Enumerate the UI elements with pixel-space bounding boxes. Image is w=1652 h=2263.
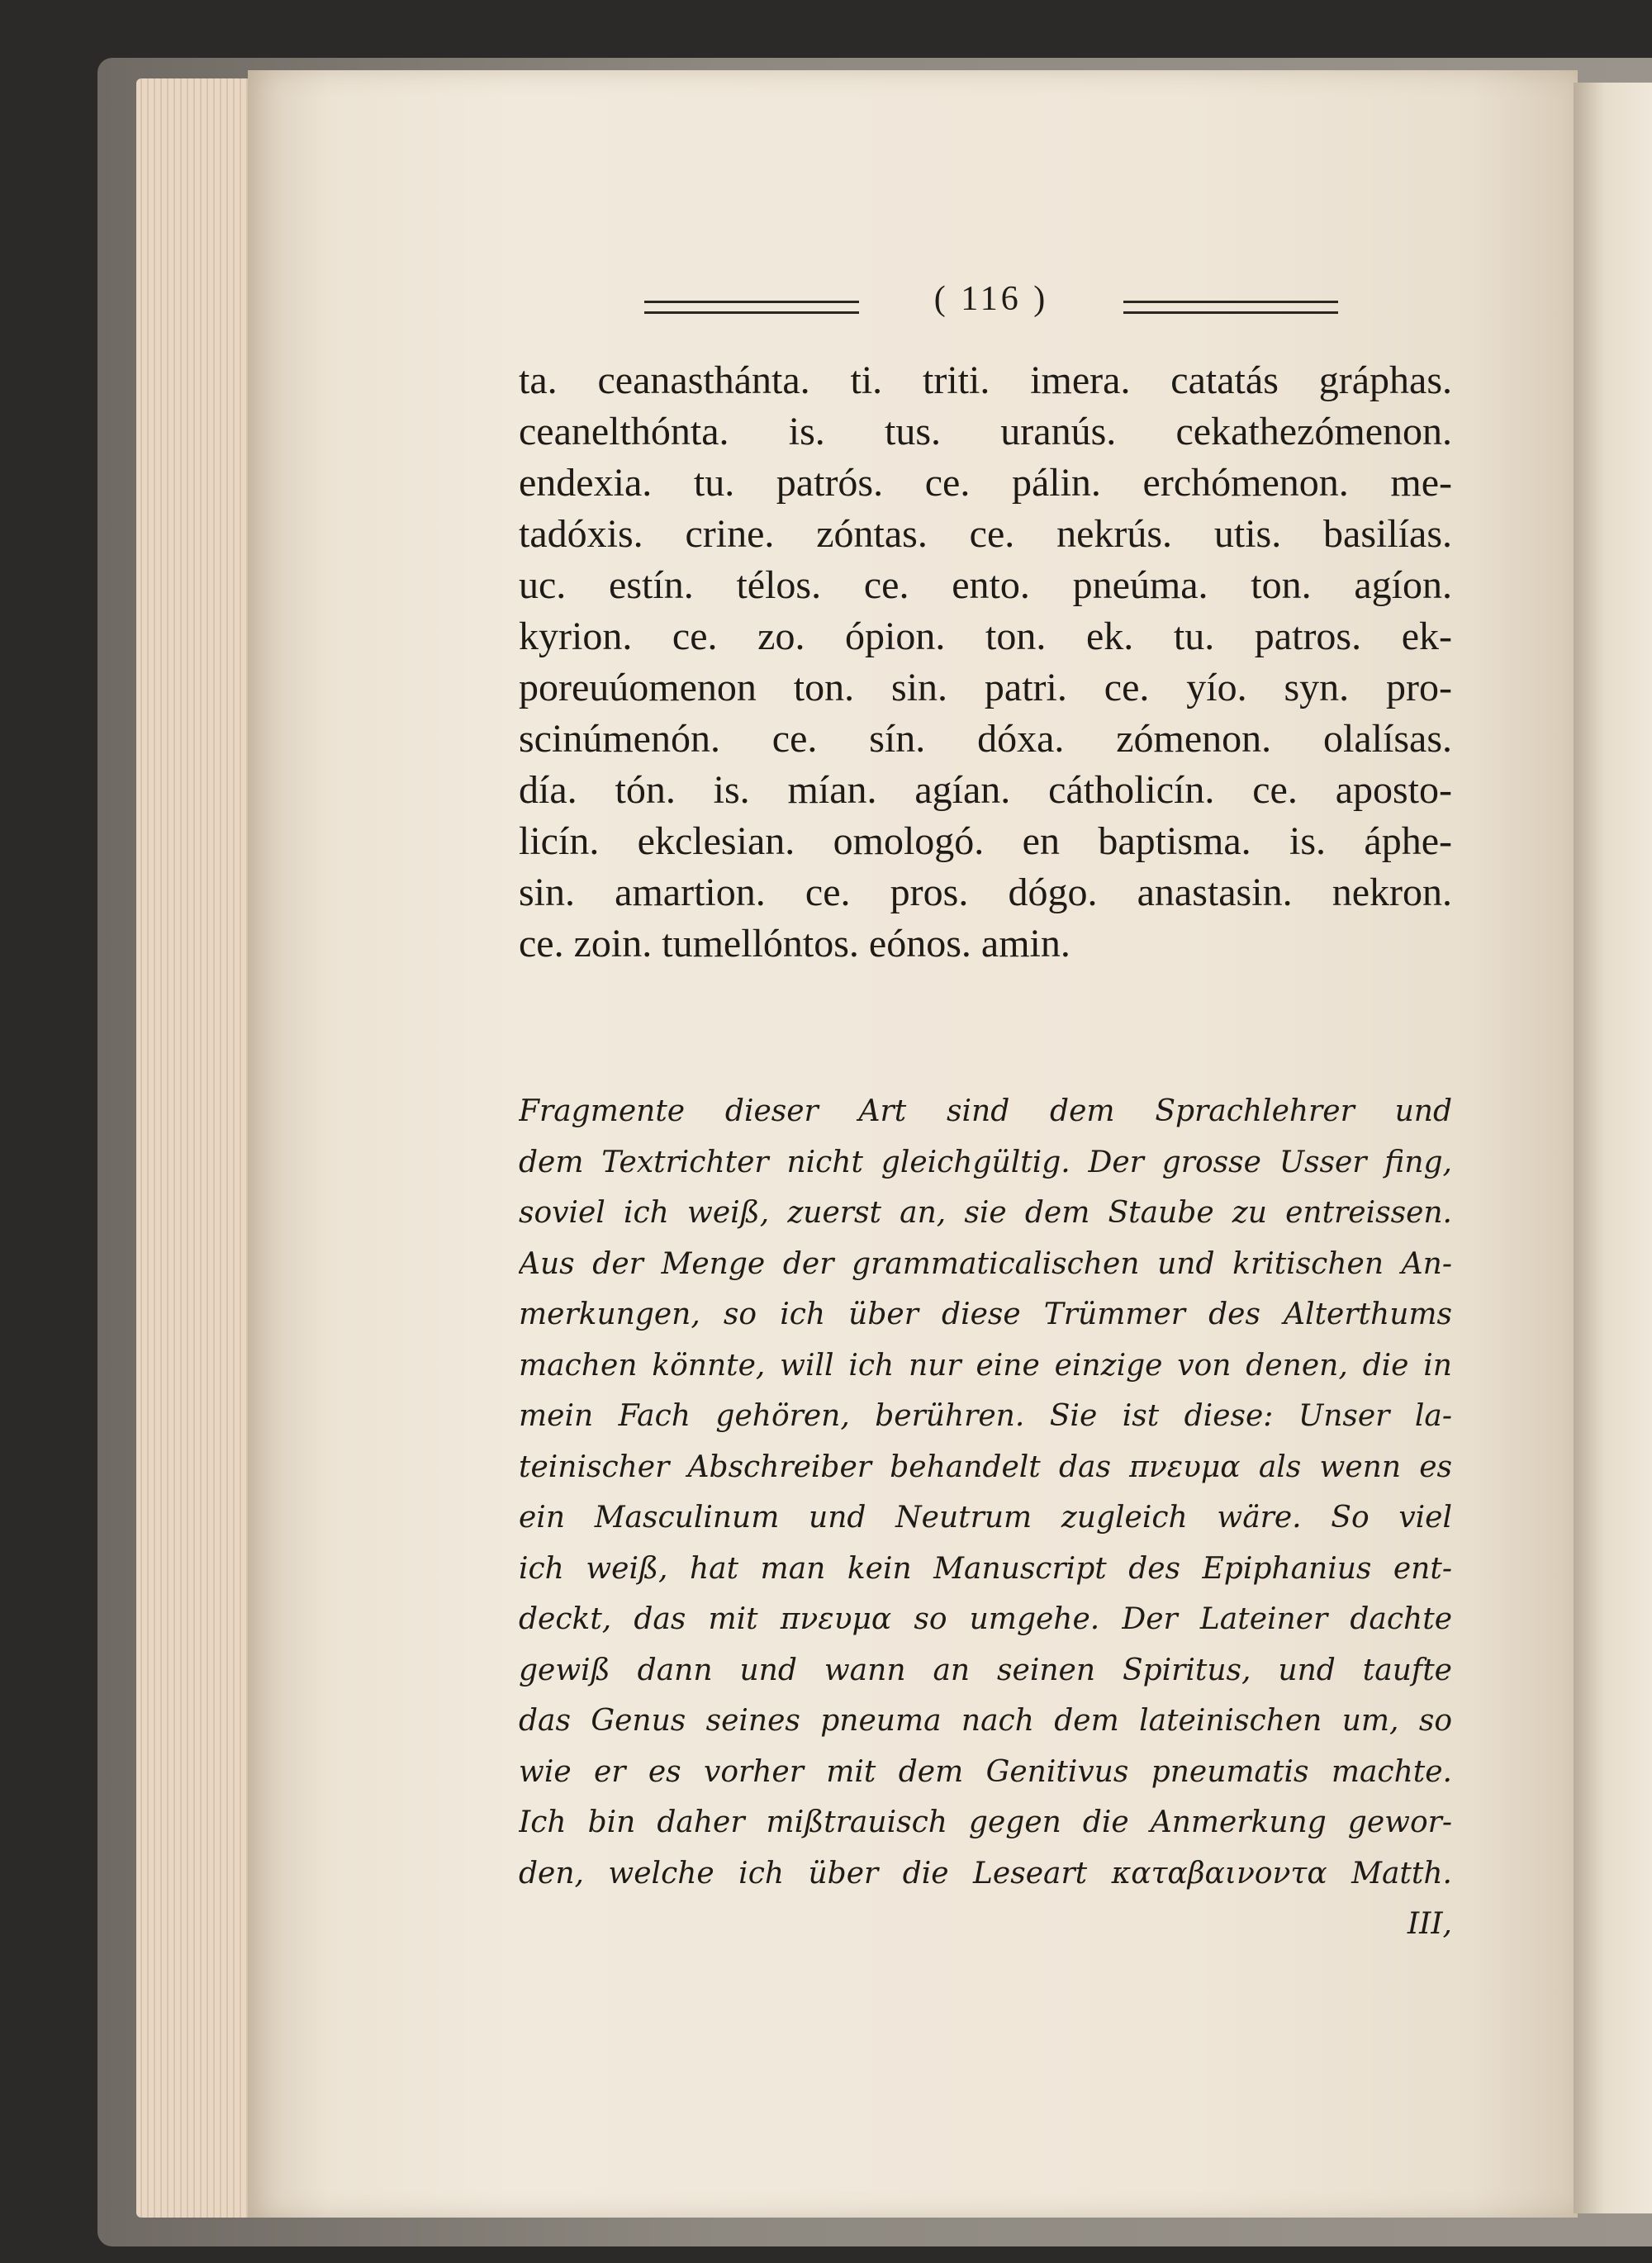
text-line: endexia. tu. patrós. ce. pálin. erchómenon. me-	[519, 461, 1452, 505]
text-line: licín. ekclesian. omologó. en baptisma. is. áphe-	[519, 819, 1452, 863]
german-commentary	[519, 1086, 1452, 1950]
text-line: dem Textrichter nicht gleichgültig. Der grosse Usser fing,	[519, 1145, 1452, 1179]
text-line: ich weiß, hat man kein Manuscript des Epiphanius ent-	[519, 1551, 1452, 1586]
text-line: gewiß dann und wann an seinen Spiritus, und taufte	[519, 1653, 1452, 1687]
facing-page-edge	[1574, 83, 1652, 2213]
text-line: deckt, das mit πνευμα so umgehe. Der Lateiner dachte	[519, 1602, 1452, 1636]
text-line: mein Fach gehören, berühren. Sie ist diese: Unser la-	[519, 1399, 1452, 1433]
text-line: machen könnte, will ich nur eine einzige von denen, die in	[519, 1348, 1452, 1383]
text-line: Aus der Menge der grammaticalischen und kritischen An-	[519, 1246, 1452, 1281]
catchword: III,	[1407, 1907, 1452, 1941]
running-head	[644, 279, 1338, 329]
text-line: ein Masculinum und Neutrum zugleich wäre. So viel	[519, 1501, 1452, 1535]
text-line: poreuúomenon ton. sin. patri. ce. yío. syn. pro-	[519, 666, 1452, 709]
text-line: soviel ich weiß, zuerst an, sie dem Staube zu entreissen.	[519, 1196, 1452, 1230]
text-line: sin. amartion. ce. pros. dógo. anastasin. nekron.	[519, 871, 1452, 914]
text-line: den, welche ich über die Leseart καταβαινοντα Matth.	[519, 1856, 1452, 1891]
text-line: ce. zoin. tumellóntos. eónos. amin.	[519, 922, 1070, 965]
text-line: Fragmente dieser Art sind dem Sprachlehrer und	[519, 1094, 1452, 1128]
text-line: kyrion. ce. zo. ópion. ton. ek. tu. patros. ek-	[519, 614, 1452, 658]
text-line: scinúmenón. ce. sín. dóxa. zómenon. olalísas.	[519, 717, 1452, 761]
latin-transliteration	[519, 355, 1452, 970]
text-line: día. tón. is. mían. agían. cátholicín. ce. aposto-	[519, 768, 1452, 812]
text-line: tadóxis. crine. zóntas. ce. nekrús. utis. basilías.	[519, 512, 1452, 556]
header-rule-right	[1123, 301, 1338, 314]
text-line: ceanelthónta. is. tus. uranús. cekathezómenon.	[519, 410, 1452, 453]
header-rule-left	[644, 301, 859, 314]
text-line: uc. estín. télos. ce. ento. pneúma. ton. agíon.	[519, 563, 1452, 607]
text-line: wie er es vorher mit dem Genitivus pneumatis machte.	[519, 1754, 1452, 1789]
text-line: Ich bin daher mißtrauisch gegen die Anmerkung gewor-	[519, 1805, 1452, 1839]
text-line: teinischer Abschreiber behandelt das πνευμα als wenn es	[519, 1449, 1452, 1484]
text-line: das Genus seines pneuma nach dem lateinischen um, so	[519, 1704, 1452, 1738]
text-line: ta. ceanasthánta. ti. triti. imera. catatás gráphas.	[519, 358, 1452, 402]
page-number: ( 116 )	[933, 280, 1049, 318]
text-line: merkungen, so ich über diese Trümmer des Alterthums	[519, 1298, 1452, 1331]
